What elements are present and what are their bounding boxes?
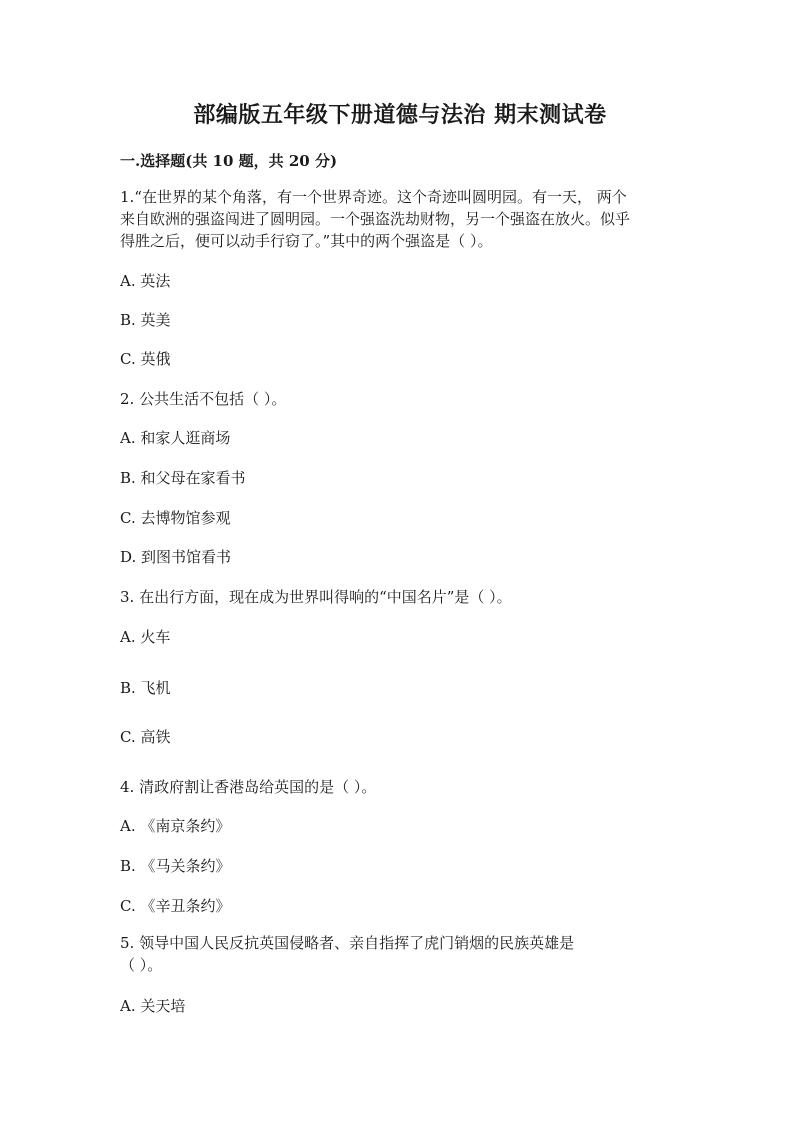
question-4-option-c: C. 《辛丑条约》 [120, 897, 231, 915]
question-1-option-c: C. 英俄 [120, 350, 171, 368]
question-stem-line: 5. 领导中国人民反抗英国侵略者、亲自指挥了虎门销烟的民族英雄是 [120, 934, 575, 952]
question-3-option-b: B. 飞机 [120, 679, 171, 697]
question-4-stem: 4. 清政府割让香港岛给英国的是（ ）。 [120, 778, 377, 796]
question-5-option-a: A. 关天培 [120, 997, 186, 1015]
page-title: 部编版五年级下册道德与法治 期末测试卷 [193, 102, 607, 128]
question-1-option-b: B. 英美 [120, 311, 171, 329]
question-2-option-d: D. 到图书馆看书 [120, 548, 232, 566]
question-stem-line: 得胜之后，便可以动手行窃了。”其中的两个强盗是（ ）。 [120, 232, 493, 250]
question-stem-line: 来自欧洲的强盗闯进了圆明园。一个强盗洗劫财物，另一个强盗在放火。似乎 [120, 210, 631, 228]
question-stem-line: （ ）。 [120, 956, 163, 974]
question-5-stem [120, 932, 690, 976]
question-3-option-a: A. 火车 [120, 628, 171, 646]
question-2-option-a: A. 和家人逛商场 [120, 429, 231, 447]
question-2-stem: 2. 公共生活不包括（ ）。 [120, 390, 287, 408]
question-2-option-c: C. 去博物馆参观 [120, 509, 231, 527]
question-3-option-c: C. 高铁 [120, 728, 171, 746]
question-2-option-b: B. 和父母在家看书 [120, 469, 246, 487]
question-stem-line: 1.“在世界的某个角落，有一个世界奇迹。这个奇迹叫圆明园。有一天， 两个 [120, 188, 627, 206]
question-4-option-b: B. 《马关条约》 [120, 857, 231, 875]
question-3-stem: 3. 在出行方面，现在成为世界叫得响的“中国名片”是（ ）。 [120, 588, 512, 606]
question-1-stem [120, 186, 690, 252]
section-heading: 一.选择题(共 10 题，共 20 分) [120, 152, 338, 170]
question-4-option-a: A. 《南京条约》 [120, 817, 231, 835]
question-1-option-a: A. 英法 [120, 272, 171, 290]
